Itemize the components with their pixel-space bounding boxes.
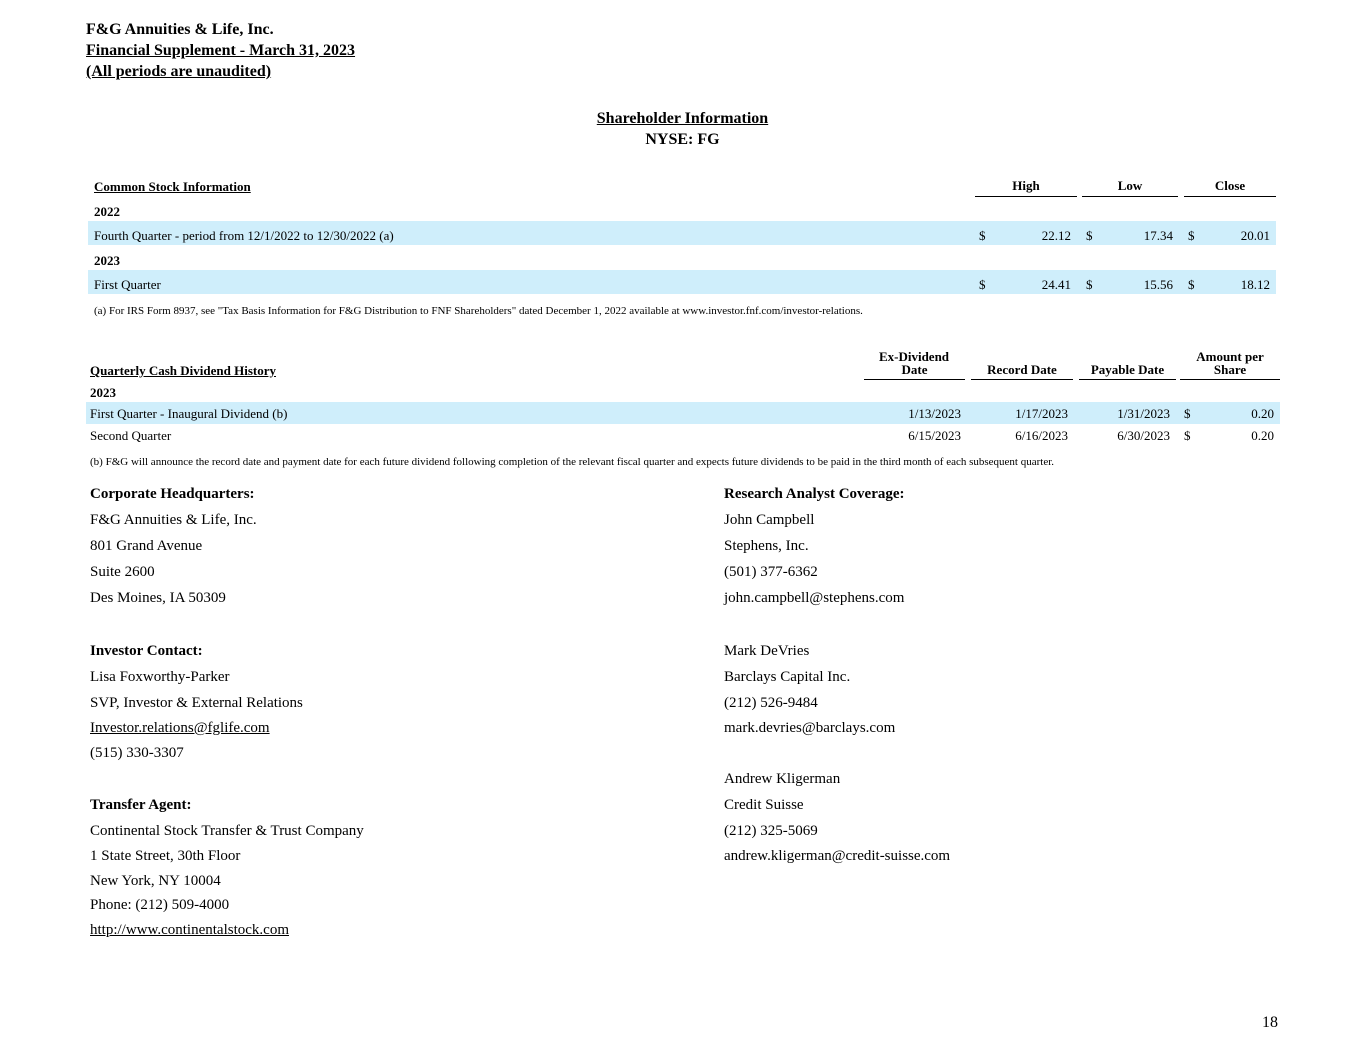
page-number: 18 [1262,1014,1278,1031]
analyst-heading: Research Analyst Coverage: [724,486,905,502]
col-ex-dividend-line2: Date [864,363,965,380]
currency-symbol: $ [1184,428,1191,443]
ex-date: 6/15/2023 [908,428,961,443]
transfer-agent-line: 1 State Street, 30th Floor [90,848,241,864]
investor-contact-phone: (515) 330-3307 [90,745,184,761]
hq-line: Suite 2600 [90,564,155,580]
unaudited-note: (All periods are unaudited) [86,63,272,80]
amount-value: 0.20 [1251,406,1274,421]
currency-symbol: $ [1188,228,1195,243]
investor-email-link[interactable]: Investor.relations@fglife.com [90,720,270,736]
analyst-firm: Stephens, Inc. [724,538,809,554]
analyst-email: john.campbell@stephens.com [724,590,905,606]
record-date: 1/17/2023 [1015,406,1068,421]
record-date: 6/16/2023 [1015,428,1068,443]
currency-symbol: $ [1188,277,1195,292]
payable-date: 6/30/2023 [1117,428,1170,443]
low-value: 17.34 [1143,228,1173,243]
currency-symbol: $ [1184,406,1191,421]
row-label: Fourth Quarter - period from 12/1/2022 to 12/30/2022 (a) [94,228,394,243]
hq-heading: Corporate Headquarters: [90,486,255,502]
currency-symbol: $ [1086,228,1093,243]
analyst-email: andrew.kligerman@credit-suisse.com [724,848,951,864]
ex-date: 1/13/2023 [908,406,961,421]
row-label: First Quarter [94,277,161,292]
transfer-agent-line: Phone: (212) 509-4000 [90,897,230,913]
transfer-agent-line: Continental Stock Transfer & Trust Company [90,823,364,839]
low-value: 15.56 [1143,277,1173,292]
close-value: 18.12 [1240,277,1270,292]
col-payable-date: Payable Date [1079,363,1176,380]
investor-contact-heading: Investor Contact: [90,643,203,659]
analyst-name: Andrew Kligerman [724,771,841,787]
investor-contact-name: Lisa Foxworthy-Parker [90,669,230,685]
transfer-agent-url-link[interactable]: http://www.continentalstock.com [90,922,289,938]
analyst-phone: (501) 377-6362 [724,564,818,580]
analyst-email: mark.devries@barclays.com [724,720,896,736]
investor-contact-role: SVP, Investor & External Relations [90,695,303,711]
currency-symbol: $ [1086,277,1093,292]
col-ex-dividend-line1: Ex-Dividend [878,349,950,364]
page-title: Shareholder Information [596,110,769,127]
transfer-agent-line: New York, NY 10004 [90,873,221,889]
hq-line: Des Moines, IA 50309 [90,590,226,606]
currency-symbol: $ [979,277,986,292]
hq-line: 801 Grand Avenue [90,538,203,554]
analyst-firm: Credit Suisse [724,797,804,813]
stock-table-title: Common Stock Information [94,179,251,194]
payable-date: 1/31/2023 [1117,406,1170,421]
analyst-firm: Barclays Capital Inc. [724,669,851,685]
company-name: F&G Annuities & Life, Inc. [86,21,274,38]
analyst-phone: (212) 526-9484 [724,695,818,711]
high-value: 24.41 [1041,277,1071,292]
col-close: Close [1184,179,1276,197]
analyst-name: Mark DeVries [724,643,810,659]
year-2023: 2023 [94,253,120,268]
hq-line: F&G Annuities & Life, Inc. [90,512,257,528]
ticker: NYSE: FG [645,131,720,148]
row-label: First Quarter - Inaugural Dividend (b) [90,406,288,421]
col-amount-line2: Share [1180,363,1280,380]
footnote-b: (b) F&G will announce the record date and payment date for each future dividend following completion of the relevant fiscal quarter and expects future dividends to be paid in the third month of each subsequent quarter. [90,456,1055,468]
transfer-agent-heading: Transfer Agent: [90,797,192,813]
footnote-a: (a) For IRS Form 8937, see "Tax Basis Information for F&G Distribution to FNF Shareholders" dated December 1, 2022 available at www.investor.fnf.com/investor-relations. [94,305,863,317]
col-amount-line1: Amount per [1196,349,1264,364]
supplement-title: Financial Supplement - March 31, 2023 [86,42,356,59]
dividend-year: 2023 [90,385,116,400]
high-value: 22.12 [1041,228,1071,243]
close-value: 20.01 [1240,228,1270,243]
col-low: Low [1082,179,1178,197]
col-high: High [975,179,1077,197]
dividend-table-title: Quarterly Cash Dividend History [90,363,276,378]
year-2022: 2022 [94,204,120,219]
amount-value: 0.20 [1251,428,1274,443]
analyst-name: John Campbell [724,512,815,528]
table-row [88,270,1276,294]
currency-symbol: $ [979,228,986,243]
col-record-date: Record Date [971,363,1073,380]
analyst-phone: (212) 325-5069 [724,823,818,839]
row-label: Second Quarter [90,428,172,443]
